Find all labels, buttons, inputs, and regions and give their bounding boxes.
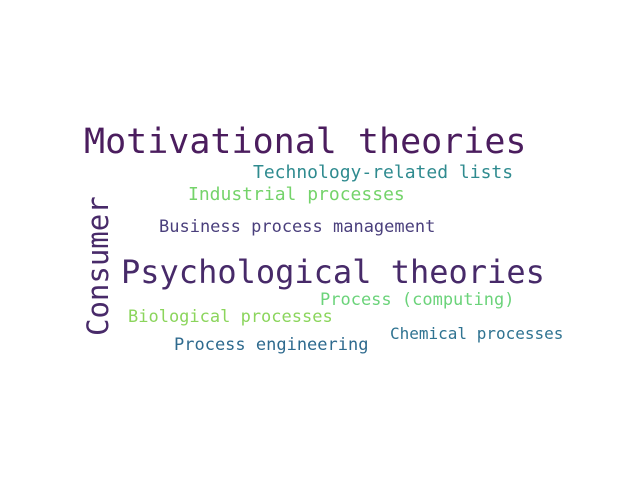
word-biological-processes: Biological processes [128, 307, 333, 327]
word-consumer: Consumer [81, 196, 115, 336]
word-chemical-processes: Chemical processes [390, 324, 564, 343]
word-business-process-management: Business process management [159, 217, 436, 237]
word-motivational-theories: Motivational theories [84, 122, 527, 162]
word-process-computing: Process (computing) [320, 290, 515, 310]
word-psychological-theories: Psychological theories [121, 253, 545, 291]
word-process-engineering: Process engineering [174, 335, 369, 355]
word-technology-related-lists: Technology-related lists [253, 162, 514, 183]
word-industrial-processes: Industrial processes [188, 184, 405, 205]
